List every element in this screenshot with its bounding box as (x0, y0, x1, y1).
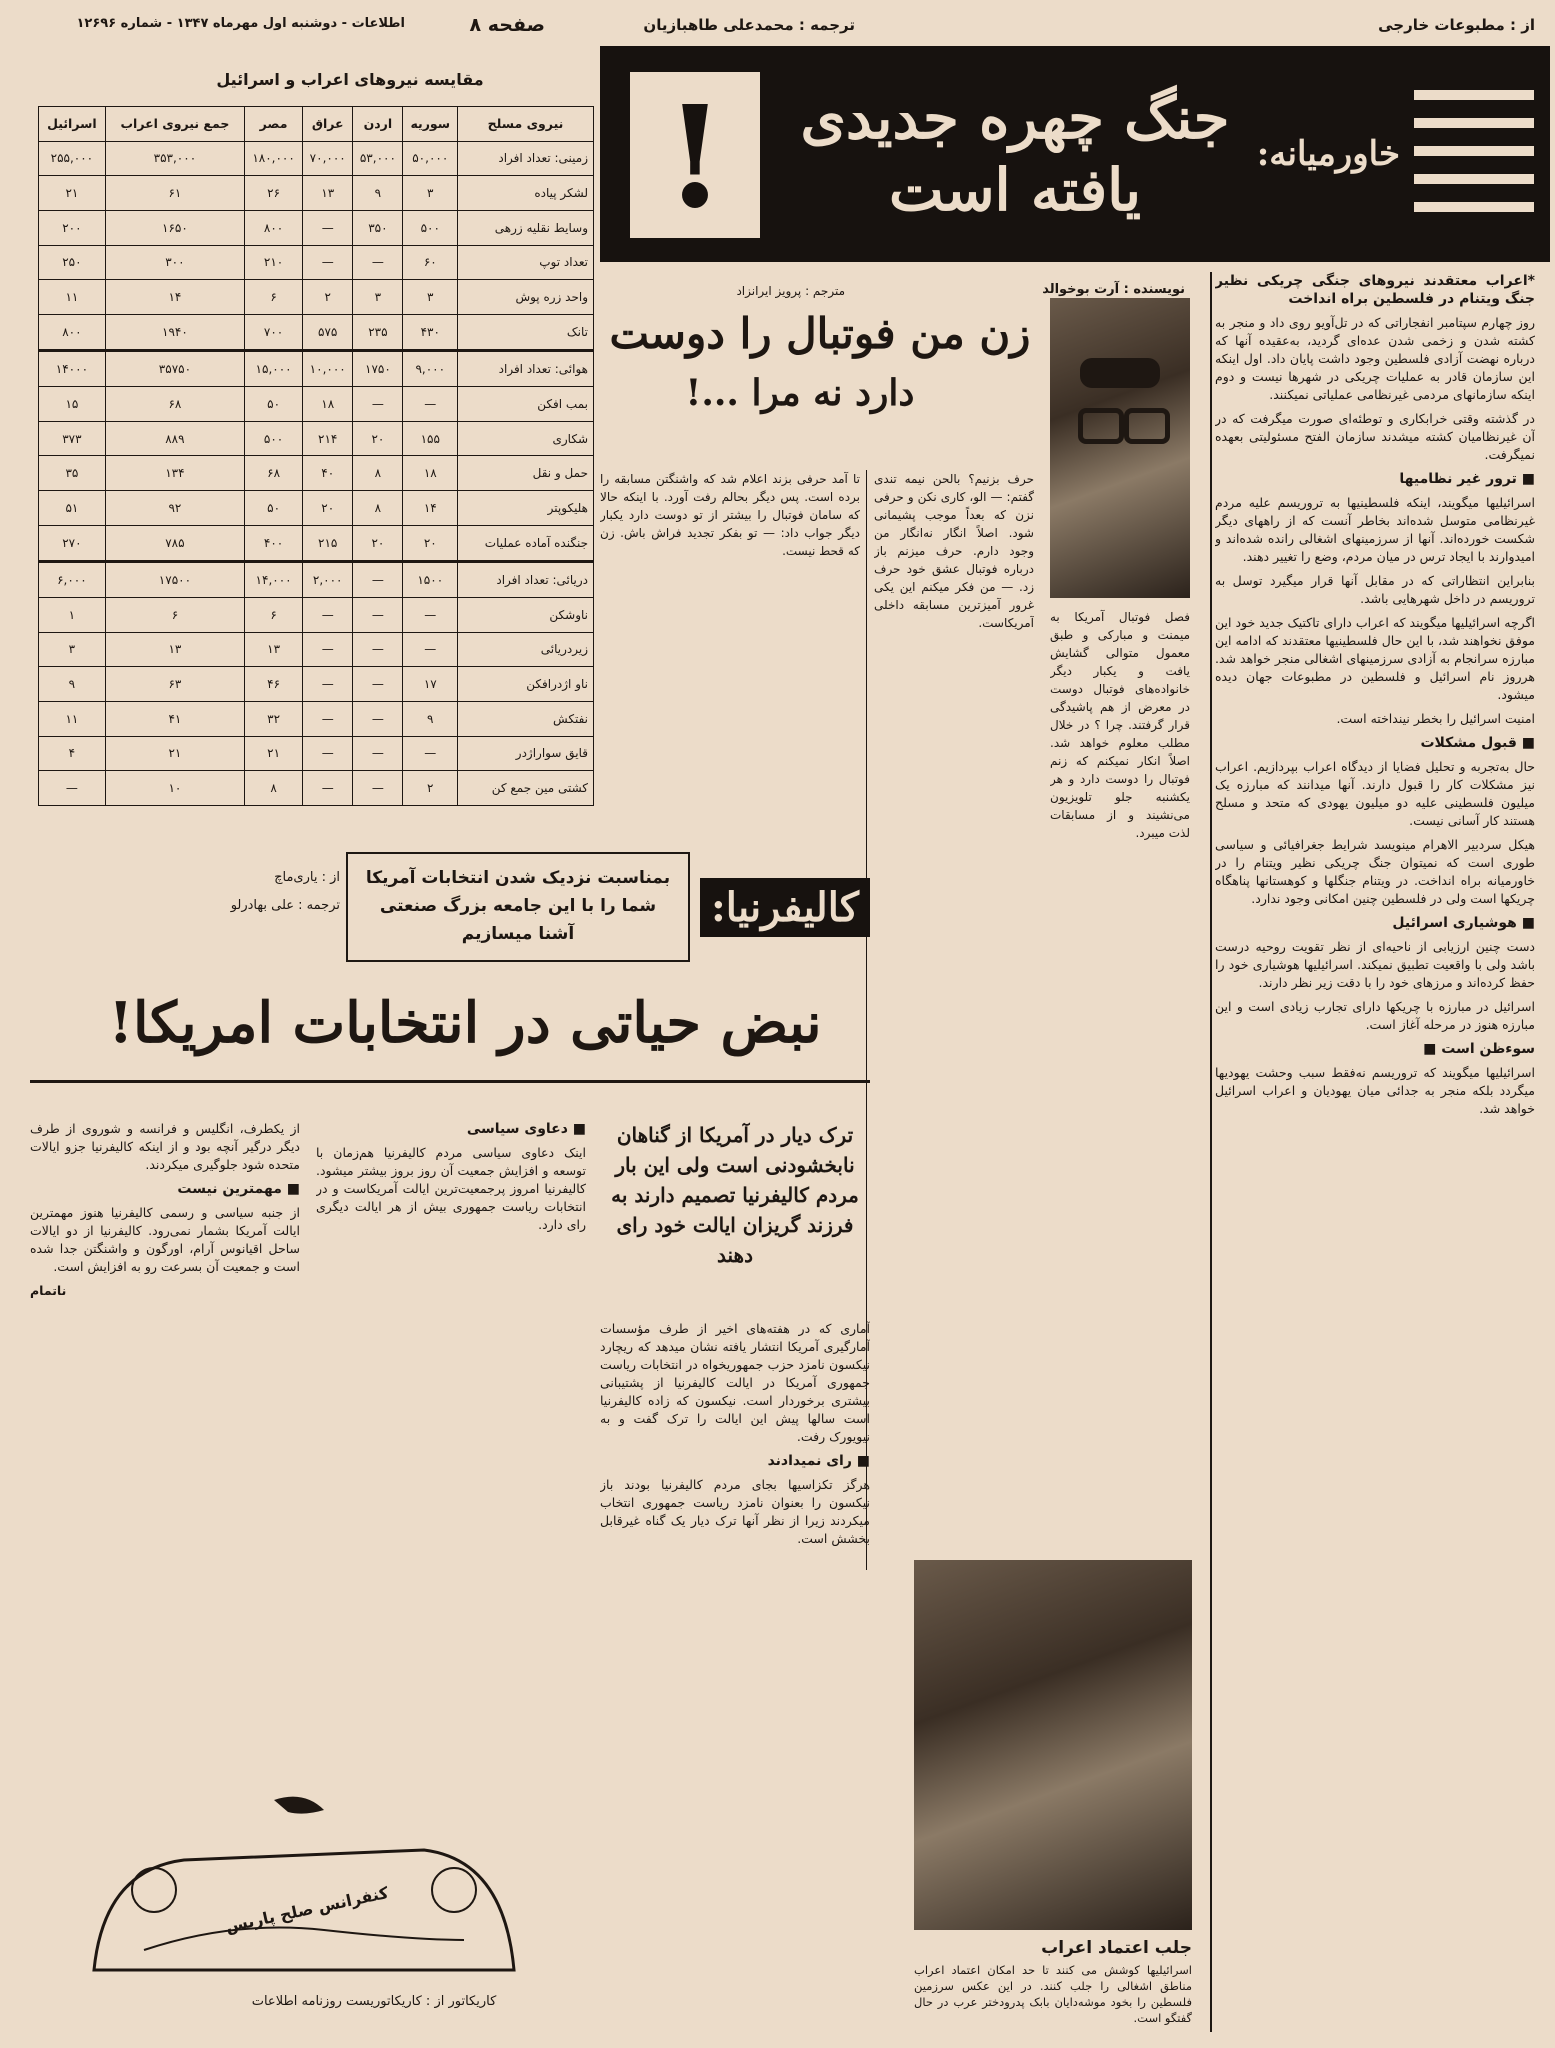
table-row (39, 491, 594, 526)
table-cell: ۲۰ (303, 491, 353, 526)
table-cell: ۲ (403, 771, 458, 806)
table-cell: — (353, 736, 403, 771)
table-row-label: زیردریائی (458, 632, 594, 667)
banner-title-line2: یافته است (889, 156, 1141, 224)
table-cell: ۹ (353, 176, 403, 211)
table-cell: ۳۲ (245, 701, 303, 736)
election-col-1 (600, 1320, 870, 2020)
election-sub-claims: ■ دعاوی سیاسی (466, 1121, 586, 1137)
table-row-label: هوائی: تعداد افراد (458, 350, 594, 386)
table-cell: ۳۵۰ (353, 210, 403, 245)
election-col1b-text: هرگز تکزاسیها بجای مردم کالیفرنیا بودند باز نیکسون را بعنوان نامزد ریاست جمهوری انتخاب میکردند زیرا از نظر آنها ترک دیار یک گناه غیرقابل بخشش است. (600, 1477, 870, 1546)
table-cell: ۳۵۷۵۰ (105, 350, 244, 386)
table-cell: ۱۰ (105, 771, 244, 806)
table-cell: — (303, 667, 353, 702)
table-cell: ۴ (39, 736, 106, 771)
table-cell: ۵۱ (39, 491, 106, 526)
table-row (39, 245, 594, 280)
lead-divider (1210, 272, 1212, 2032)
cartoon (34, 1780, 574, 2020)
table-cell: ۱۳ (245, 632, 303, 667)
cartoon-label: کنفرانس صلح پاریس (223, 1882, 391, 1937)
table-cell: ۴۰۰ (245, 525, 303, 561)
exclaim-mark: ! (664, 76, 726, 240)
table-cell: ۱۵۰۰ (403, 561, 458, 597)
table-row (39, 176, 594, 211)
table-row-label: زمینی: تعداد افراد (458, 141, 594, 176)
election-deck: ترک دیار در آمریکا از گناهان نابخشودنی است ولی این بار مردم کالیفرنیا تصمیم دارند به فرزند گریزان ایالت خود رای دهند (611, 1123, 859, 1267)
wife-title-line2: دارد نه مرا ...! (685, 372, 915, 414)
table-cell: ۴۱ (105, 701, 244, 736)
table-cell: ۲۳۵ (353, 314, 403, 350)
table-cell: — (353, 701, 403, 736)
table-cell: ۱۸ (403, 456, 458, 491)
cartoon-credit: کاریکاتور از : کاریکاتوریست روزنامه اطلاعات (251, 1994, 497, 2009)
table-row-label: دریائی: تعداد افراد (458, 561, 594, 597)
table-row-label: نفتکش (458, 701, 594, 736)
wife-byline-author: نویسنده : آرت بوخوالد (1042, 282, 1185, 297)
table-cell: ۸ (353, 456, 403, 491)
lead-sub-terror: ■ ترور غیر نظامیها (1399, 471, 1535, 487)
election-sub-notmost: ■ مهمترین نیست (177, 1181, 300, 1197)
table-cell: ۷۰۰ (245, 314, 303, 350)
table-cell: ۱ (39, 597, 106, 632)
table-cell: ۱۰,۰۰۰ (303, 350, 353, 386)
table-row-label: وسایط نقلیه زرهی (458, 210, 594, 245)
table-row (39, 736, 594, 771)
wife-col-3: تا آمد حرفی بزند اعلام شد که واشنگتن مسابقه را برده است. پس دیگر بحالم رفت آورد. با اینکه حالا که سامان فوتبال را بیشتر از تو دوست دارد یکبار دیگر جواب داد: — تو بفکر تجدید فراش باش. زن که قحط نیست. (600, 472, 860, 558)
table-cell: — (353, 387, 403, 422)
source-label: از : مطبوعات خارجی (1378, 16, 1535, 34)
lead-p6: امنیت اسرائیل را بخطر نینداخته است. (1336, 711, 1535, 726)
lead-p7: حال به‌تجربه و تحلیل فضایا از دیدگاه اعراب بپردازیم. اعراب نیز مشکلات کار را قبول دارند. آنها میدانند که مبارزه یک میلیون فلسطینی علیه دو میلیون یهودی که متحد و مسلح هستند کار آسانی نیست. (1215, 759, 1535, 828)
table-row (39, 350, 594, 386)
table-cell: ۳ (403, 280, 458, 315)
table-cell: ۱۶۵۰ (105, 210, 244, 245)
table-cell: ۱۸ (303, 387, 353, 422)
table-cell: ۸ (245, 771, 303, 806)
table-cell: ۶۳ (105, 667, 244, 702)
table-cell: — (353, 771, 403, 806)
table-cell: ۳ (353, 280, 403, 315)
banner-decor-bars (1414, 90, 1534, 230)
table-cell: ۱۵۵ (403, 421, 458, 456)
table-cell: ۲۵۰ (39, 245, 106, 280)
lead-p8: هیکل سردبیر الاهرام مینویسد شرایط جغرافیائی و سیاسی طوری است که نمیتوان جنگ چریکی نظیر ویتنام را در خاورمیانه براه انداخت. در ویتنام جنگلها و کوهستانها پناهگاه چریکها است ولی در فلسطین چنین امکانی وجود ندارد. (1215, 837, 1535, 906)
election-headline: نبض حیاتی در انتخابات امریکا! (108, 990, 822, 1056)
table-row (39, 632, 594, 667)
wife-col-1: فصل فوتبال آمریکا به میمنت و مبارکی و طبق معمول متوالی گشایش یافت و یکبار دیگر خانواده‌های فوتبال دوست در معرض از هم پاشیدگی قرار گرفتند. چرا ؟ در خلال مطلب معلوم خواهد شد. اصلاً انکار نمیکنم که زنم فوتبال را دوست دارد و هر یکشنبه جلو تلویزیون می‌نشیند و از مسابقات لذت میبرد. (1050, 610, 1190, 840)
table-cell: ۹ (403, 701, 458, 736)
table-cell: — (353, 561, 403, 597)
table-row-label: شکاری (458, 421, 594, 456)
table-row (39, 387, 594, 422)
table-cell: ۲۰۰ (39, 210, 106, 245)
table-row-label: ناوشکن (458, 597, 594, 632)
table-cell: ۳۵ (39, 456, 106, 491)
table-cell: ۱۴ (403, 491, 458, 526)
table-cell: — (303, 245, 353, 280)
table-cell: ۲۵۵,۰۰۰ (39, 141, 106, 176)
table-cell: ۶۰ (403, 245, 458, 280)
table-row (39, 456, 594, 491)
election-intro-box (346, 852, 690, 962)
table-cell: ۶,۰۰۰ (39, 561, 106, 597)
table-header-cell: عراق (303, 107, 353, 142)
lead-p1: روز چهارم سپتامبر انفجاراتی که در تل‌آویو روی داد و منجر به کشته شدن و زخمی شدن عده‌ای گردید، به‌عقیده آنها که درباره نهضت آزادی فلسطین وجود داشت پایان داد. اول اینکه این سازمان قادر به عملیات چریکی در شهرها نیست و دوم اینکه سازمانهای مردمی غیرنظامی عملیاتی نمیکنند. (1215, 315, 1535, 402)
lead-sub-suspicion: سوءظن است ■ (1423, 1041, 1535, 1057)
peace-conference-cartoon (34, 1780, 574, 1990)
photo-caption: اسرائیلیها کوشش می کنند تا حد امکان اعتماد اعراب مناطق اشغالی را جلب کنند. در این عکس سرزمین فلسطین را بخود موشه‌دایان بابک پدرودختر عرب در حال گفتگو است. (914, 1963, 1192, 2025)
table-header-cell: اردن (353, 107, 403, 142)
election-headline-rule (30, 1080, 870, 1083)
table-cell: ۴۶ (245, 667, 303, 702)
election-col3b-text: از جنبه سیاسی و رسمی کالیفرنیا هنوز مهمترین ایالت آمریکا بشمار نمی‌رود. کالیفرنیا از دو ایالات ساحل اقیانوس آرام، اورگون و واشنگتن جدا شده است و جمعیت آن بسرعت رو به افزایش است. (30, 1205, 300, 1274)
table-header-cell: مصر (245, 107, 303, 142)
table-row-label: حمل و نقل (458, 456, 594, 491)
table-cell: ۱۸۰,۰۰۰ (245, 141, 303, 176)
table-cell: ۹,۰۰۰ (403, 350, 458, 386)
table-cell: ۱۵ (39, 387, 106, 422)
table-cell: — (403, 597, 458, 632)
election-author: از : یاری‌ماچ (274, 870, 340, 885)
election-kicker: کالیفرنیا: (700, 878, 870, 937)
table-cell: ۶۸ (245, 456, 303, 491)
table-header-cell: جمع نیروی اعراب (105, 107, 244, 142)
table-cell: ۱۱ (39, 701, 106, 736)
table-cell: ۱۷ (403, 667, 458, 702)
table-cell: ۳ (39, 632, 106, 667)
banner (600, 46, 1550, 262)
lead-sub-vigilance: ■ هوشیاری اسرائیل (1392, 915, 1535, 931)
table-row (39, 314, 594, 350)
election-sub-novote: ■ رای نمیدادند (767, 1453, 870, 1469)
table-cell: — (353, 632, 403, 667)
table-row (39, 701, 594, 736)
table-cell: ۷۸۵ (105, 525, 244, 561)
election-col3-text: از یکطرف، انگلیس و فرانسه و شوروی از طرف دیگر درگیر آنچه بود و از اینکه کالیفرنیا جزو ایالات متحده شود جلوگیری میکردند. (30, 1121, 300, 1172)
table-cell: ۹ (39, 667, 106, 702)
table-cell: ۵۷۵ (303, 314, 353, 350)
table-cell: ۵۰ (245, 387, 303, 422)
lead-p5: اگرچه اسرائیلیها میگویند که اعراب دارای تاکتیک جدید خود این موفق نخواهند شد، با این حال فلسطینیها معتقدند که ادامه این مبارزه سرانجام به آزادی سرزمینهای اشغالی منجر خواهد شد. هرروز نام اسرائیل و فلسطین در مطبوعات جهان دیده میشود. (1215, 615, 1535, 702)
table-cell: — (303, 701, 353, 736)
table-cell: — (353, 245, 403, 280)
issue-line: اطلاعات - دوشنبه اول مهرماه ۱۳۴۷ - شماره ۱۲۶۹۶ (76, 16, 405, 31)
table-cell: — (353, 597, 403, 632)
table-cell: — (403, 736, 458, 771)
table-row (39, 771, 594, 806)
photo-caption-title: جلب اعتماد اعراب (1041, 1938, 1192, 1958)
table-cell: ۸۰۰ (245, 210, 303, 245)
election-continued: ناتمام (30, 1283, 67, 1298)
table-cell: ۱۴۰۰۰ (39, 350, 106, 386)
table-cell: ۵۰ (245, 491, 303, 526)
table-cell: ۱۴ (105, 280, 244, 315)
table-cell: ۲۱ (245, 736, 303, 771)
table-row (39, 210, 594, 245)
election-box-text: بمناسبت نزدیک شدن انتخابات آمریکا شما را با این جامعه بزرگ صنعتی آشنا میسازیم (365, 868, 671, 944)
table-header-cell: نیروی مسلح (458, 107, 594, 142)
table-cell: ۵۰,۰۰۰ (403, 141, 458, 176)
table-row-label: قایق سواراژدر (458, 736, 594, 771)
table-cell: ۲۱ (39, 176, 106, 211)
translator-credit: ترجمه : محمدعلی طاهبازیان (643, 16, 855, 34)
table-cell: ۵۳,۰۰۰ (353, 141, 403, 176)
election-col1-text: آماری که در هفته‌های اخیر از طرف مؤسسات آمارگیری آمریکا انتشار یافته نشان میدهد که ریچارد نیکسون نامزد حزب جمهوریخواه در انتخابات ریاست جمهوری آمریکا در ایالت کالیفرنیا از پشتیبانی بیشتری برخوردار است. نیکسون که زاده کالیفرنیا است سالها پیش این ایالت را ترک گفت و به نیویورک رفت. (600, 1321, 870, 1444)
table-cell: ۶ (245, 280, 303, 315)
table-row-label: هلیکوپتر (458, 491, 594, 526)
table-cell: ۱۹۴۰ (105, 314, 244, 350)
table-cell: ۲۶ (245, 176, 303, 211)
forces-table (38, 106, 594, 806)
table-row (39, 561, 594, 597)
table-cell: ۱۱ (39, 280, 106, 315)
table-cell: ۷۰,۰۰۰ (303, 141, 353, 176)
page-number: صفحه ۸ (469, 14, 545, 36)
lead-article (1215, 272, 1535, 2032)
table-cell: ۱۳ (105, 632, 244, 667)
table-row (39, 597, 594, 632)
table-cell: ۱۳۴ (105, 456, 244, 491)
table-cell: — (403, 387, 458, 422)
table-cell: — (303, 771, 353, 806)
lead-p2: در گذشته وقتی خرابکاری و توطئه‌ای صورت میگرفت که در آن غیرنظامیان کشته میشدند سازمان الفتح مسئولیتی بعهده نمیگرفت. (1215, 411, 1535, 462)
table-cell: ۲۱ (105, 736, 244, 771)
table-cell: ۳۰۰ (105, 245, 244, 280)
table-cell: — (303, 210, 353, 245)
banner-kicker: خاورمیانه: (1256, 134, 1400, 174)
table-row (39, 667, 594, 702)
table-cell: ۱۷۵۰۰ (105, 561, 244, 597)
wife-title-line1: زن من فوتبال را دوست (609, 309, 1031, 358)
table-cell: ۵۰۰ (245, 421, 303, 456)
table-cell: ۸ (353, 491, 403, 526)
table-cell: — (303, 597, 353, 632)
buchwald-portrait (1050, 298, 1190, 598)
table-cell: ۶ (245, 597, 303, 632)
table-row-label: لشکر پیاده (458, 176, 594, 211)
lead-title: *اعراب معتقدند نیروهای جنگی چریکی نظیر جنگ ویتنام در فلسطین براه انداخت (1215, 273, 1535, 307)
table-cell: ۱۵,۰۰۰ (245, 350, 303, 386)
lead-p10: اسرائیل در مبارزه با چریکها دارای تجارب زیادی است و این مبارزه هنوز در مرحله آغاز است. (1215, 999, 1535, 1032)
news-photo (914, 1560, 1192, 1930)
table-row (39, 525, 594, 561)
table-row-label: ناو اژدرافکن (458, 667, 594, 702)
table-cell: ۲ (303, 280, 353, 315)
exclaim-box (630, 72, 760, 238)
table-cell: ۲۰ (353, 421, 403, 456)
lead-p4: بنابراین انتظاراتی که در مقابل آنها قرار میگیرد توسل به تروریسم در داخل شهرهایی باشد. (1215, 573, 1535, 606)
table-cell: ۱۷۵۰ (353, 350, 403, 386)
table-cell: ۶ (105, 597, 244, 632)
forces-table-wrap (38, 106, 594, 806)
table-cell: ۸۸۹ (105, 421, 244, 456)
election-col-2 (316, 1120, 586, 1760)
table-cell: — (403, 632, 458, 667)
table-row-label: کشتی مین جمع کن (458, 771, 594, 806)
table-cell: ۸۰۰ (39, 314, 106, 350)
table-cell: ۱۴,۰۰۰ (245, 561, 303, 597)
table-cell: — (353, 667, 403, 702)
table-header-cell: اسرائیل (39, 107, 106, 142)
table-cell: ۲۰ (403, 525, 458, 561)
banner-title-line1: جنگ چهره جدیدی (800, 84, 1230, 152)
table-cell: ۳۵۳,۰۰۰ (105, 141, 244, 176)
table-cell: ۴۰ (303, 456, 353, 491)
table-row (39, 280, 594, 315)
table-cell: — (303, 736, 353, 771)
table-cell: ۹۲ (105, 491, 244, 526)
lead-p11: اسرائیلیها میگویند که تروریسم نه‌فقط سبب وحشت یهودیها میگردد بلکه منجر به جدائی میان یهودیان و اعراب اسرائیل خواهد شد. (1215, 1065, 1535, 1116)
lead-p3: اسرائیلیها میگویند، اینکه فلسطینیها به تروریسم علیه مردم غیرنظامی متوسل شده‌اند بخاطر آنست که از راههای دیگر شکست خورده‌اند. آنها از سرزمینهای اشغالی رانده شده‌اند و امیدوارند با ایجاد ترس در میان مردم، وضع را تغییر دهند. (1215, 495, 1535, 564)
table-row-label: تعداد توپ (458, 245, 594, 280)
table-cell: ۳ (403, 176, 458, 211)
table-cell: ۶۸ (105, 387, 244, 422)
table-cell: ۵۰۰ (403, 210, 458, 245)
table-header-cell: سوریه (403, 107, 458, 142)
table-cell: ۲۱۰ (245, 245, 303, 280)
table-cell: — (39, 771, 106, 806)
lead-sub-problems: ■ قبول مشکلات (1420, 735, 1535, 751)
table-row-label: واحد زره پوش (458, 280, 594, 315)
forces-table-title: مقایسه نیروهای اعراب و اسرائیل (216, 70, 484, 89)
election-col-3 (30, 1120, 300, 1760)
table-cell: — (303, 632, 353, 667)
lead-p9: دست چنین ارزیابی از ناحیه‌ای از نظر تقویت روحیه درست باشد ولی با واقعیت تطبیق نمیکند. اسرائیلیها هوشیاری خود را حفظ کرده‌اند و مرزهای خود را با دقت زیر نظر دارند. (1215, 939, 1535, 990)
table-cell: ۱۳ (303, 176, 353, 211)
table-cell: ۲,۰۰۰ (303, 561, 353, 597)
table-cell: ۴۳۰ (403, 314, 458, 350)
table-row (39, 141, 594, 176)
table-cell: ۲۱۵ (303, 525, 353, 561)
table-cell: ۲۷۰ (39, 525, 106, 561)
table-cell: ۲۱۴ (303, 421, 353, 456)
table-row-label: تانک (458, 314, 594, 350)
table-cell: ۳۷۳ (39, 421, 106, 456)
wife-byline-translator: مترجم : پرویز ایرانزاد (736, 284, 845, 298)
election-translator: ترجمه : علی بهادرلو (230, 898, 340, 913)
table-cell: ۲۰ (353, 525, 403, 561)
table-row (39, 421, 594, 456)
table-row-label: بمب افکن (458, 387, 594, 422)
table-cell: ۶۱ (105, 176, 244, 211)
election-col2-text: اینک دعاوی سیاسی مردم کالیفرنیا هم‌زمان با توسعه و افزایش جمعیت آن روز بروز بیشتر میشود. کالیفرنیا امروز پرجمعیت‌ترین ایالت آمریکاست و در انتخابات ریاست جمهوری بیش از هر ایالت دیگری رای دارد. (316, 1145, 586, 1232)
wife-col-2: حرف بزنیم؟ بالحن نیمه تندی گفتم: — الو، کاری نکن و حرفی نزن که بعداً موجب پشیمانی شود. اصلاً انگار نه‌انگار من وجود دارم. حرف میزنم باز درباره فوتبال عشق خود حرف زد. — من فکر میکنم این یکی غرور آمیزترین مسابقه داخلی آمریکاست. (874, 472, 1034, 630)
table-row-label: جنگنده آماده عملیات (458, 525, 594, 561)
